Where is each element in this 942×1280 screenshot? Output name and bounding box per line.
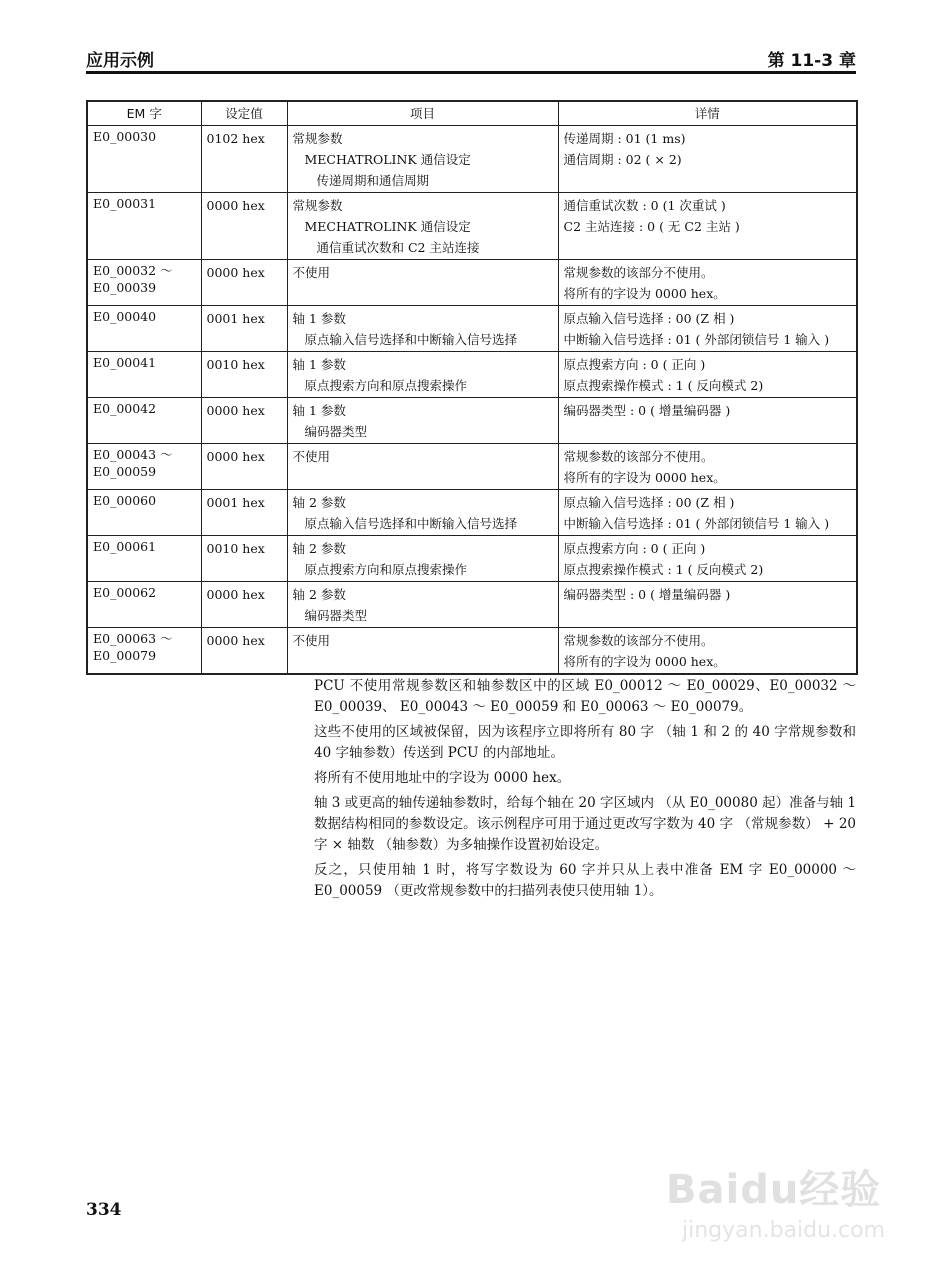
table-row [87,490,857,536]
table-row [87,444,857,490]
cell-details [558,490,857,536]
cell-details [558,126,857,193]
watermark-logo: Baidu经验 [666,1167,882,1213]
details-text: 常规参数的该部分不使用。 [563,265,714,280]
item-text: 轴 1 参数 [292,403,346,418]
page-header [86,44,856,70]
table-row [87,306,857,352]
cell-details [558,398,857,444]
item-text: 轴 1 参数 [292,357,346,372]
cell-item [287,193,558,260]
cell-em-word [87,352,201,398]
details-text: 原点搜索方向 : 0 ( 正向 ) [563,357,706,372]
item-text: 常规参数 [292,198,343,213]
cell-em-word [87,126,201,193]
table-row [87,398,857,444]
em-word-text: E0_00039 [93,280,157,295]
item-text: 原点输入信号选择和中断输入信号选择 [304,332,518,347]
note-paragraph: 将所有不使用地址中的字设为 0000 hex。 [314,770,571,786]
em-word-text: E0_00079 [93,648,157,663]
details-text: 通信重试次数 : 0 (1 次重试 ) [563,198,726,213]
section-title: 应用示例 [86,51,154,71]
cell-setting-value [201,306,287,352]
details-text: 将所有的字设为 0000 hex。 [563,286,726,301]
item-text: MECHATROLINK 通信设定 [304,219,471,234]
cell-setting-value [201,582,287,628]
cell-item [287,398,558,444]
notes-section [314,676,856,906]
table-row [87,536,857,582]
table-row [87,193,857,260]
cell-em-word [87,260,201,306]
item-text: 原点搜索方向和原点搜索操作 [304,562,468,577]
cell-setting-value [201,126,287,193]
col-header-em-word: EM 字 [87,101,201,126]
table-row [87,260,857,306]
cell-details [558,444,857,490]
details-text: 原点搜索操作模式 : 1 ( 反向模式 2) [563,562,764,577]
cell-em-word [87,628,201,675]
cell-details [558,193,857,260]
cell-item [287,306,558,352]
chapter-label: 第 11-3 章 [767,51,856,71]
table-row [87,582,857,628]
item-text: MECHATROLINK 通信设定 [304,152,471,167]
setting-value-text: 0000 hex [206,587,265,602]
cell-em-word [87,490,201,536]
table-row [87,126,857,193]
details-text: 原点输入信号选择 : 00 (Z 相 ) [563,495,735,510]
cell-em-word [87,582,201,628]
em-word-text: E0_00043 ～ [93,447,173,462]
cell-setting-value [201,398,287,444]
page-number: 334 [86,1200,122,1220]
details-text: C2 主站连接 : 0 ( 无 C2 主站 ) [563,219,740,234]
details-text: 原点搜索操作模式 : 1 ( 反向模式 2) [563,378,764,393]
note-paragraph: 轴 3 或更高的轴传递轴参数时，给每个轴在 20 字区域内 （从 E0_00080 起）准备与轴 1 数据结构相同的参数设定。该示例程序可用于通过更改写字数为 40 字 （常规参数） + 20 字 × 轴数 （轴参数）为多轴操作设置初始设定。 [314,795,856,853]
item-text: 不使用 [292,633,331,648]
col-header-details: 详情 [558,101,857,126]
item-text: 通信重试次数和 C2 主站连接 [316,240,480,255]
item-text: 不使用 [292,449,331,464]
cell-em-word [87,536,201,582]
cell-setting-value [201,628,287,675]
col-header-item: 项目 [287,101,558,126]
cell-item [287,126,558,193]
note-paragraph: PCU 不使用常规参数区和轴参数区中的区域 E0_00012 ～ E0_00029、E0_00032 ～ E0_00039、 E0_00043 ～ E0_00059 和 E0_00063 ～ E0_00079。 [314,678,856,715]
cell-details [558,582,857,628]
details-text: 将所有的字设为 0000 hex。 [563,654,726,669]
em-word-text: E0_00042 [93,401,157,416]
em-word-text: E0_00041 [93,355,157,370]
em-word-text: E0_00032 ～ [93,263,173,278]
details-text: 原点搜索方向 : 0 ( 正向 ) [563,541,706,556]
cell-em-word [87,193,201,260]
cell-setting-value [201,352,287,398]
cell-em-word [87,444,201,490]
cell-item [287,582,558,628]
cell-setting-value [201,260,287,306]
item-text: 常规参数 [292,131,343,146]
item-text: 轴 2 参数 [292,587,346,602]
col-header-setting: 设定值 [201,101,287,126]
note-paragraph: 这些不使用的区域被保留，因为该程序立即将所有 80 字 （轴 1 和 2 的 40 字常规参数和 40 字轴参数）传送到 PCU 的内部地址。 [314,724,856,761]
cell-details [558,306,857,352]
em-word-text: E0_00059 [93,464,157,479]
details-text: 编码器类型 : 0 ( 增量编码器 ) [563,587,731,602]
setting-value-text: 0001 hex [206,311,265,326]
setting-value-text: 0000 hex [206,449,265,464]
setting-value-text: 0000 hex [206,265,265,280]
setting-value-text: 0010 hex [206,541,265,556]
details-text: 原点输入信号选择 : 00 (Z 相 ) [563,311,735,326]
table-header-row [87,101,857,126]
item-text: 编码器类型 [304,608,368,623]
item-text: 轴 1 参数 [292,311,346,326]
cell-setting-value [201,490,287,536]
cell-details [558,352,857,398]
item-text: 编码器类型 [304,424,368,439]
em-word-text: E0_00060 [93,493,157,508]
item-text: 轴 2 参数 [292,541,346,556]
cell-item [287,260,558,306]
cell-item [287,444,558,490]
item-text: 传递周期和通信周期 [316,173,430,188]
setting-value-text: 0102 hex [206,131,265,146]
cell-item [287,536,558,582]
watermark-url: jingyan.baidu.com [682,1218,886,1243]
table-row [87,352,857,398]
details-text: 传递周期 : 01 (1 ms) [563,131,686,146]
cell-setting-value [201,536,287,582]
item-text: 原点输入信号选择和中断输入信号选择 [304,516,518,531]
cell-details [558,536,857,582]
em-word-text: E0_00030 [93,129,157,144]
item-text: 轴 2 参数 [292,495,346,510]
details-text: 常规参数的该部分不使用。 [563,633,714,648]
setting-value-text: 0000 hex [206,633,265,648]
cell-details [558,628,857,675]
item-text: 原点搜索方向和原点搜索操作 [304,378,468,393]
cell-em-word [87,306,201,352]
cell-em-word [87,398,201,444]
details-text: 通信周期 : 02 ( × 2) [563,152,682,167]
setting-value-text: 0000 hex [206,403,265,418]
header-rule [86,71,856,74]
watermark [666,1140,896,1270]
cell-details [558,260,857,306]
cell-setting-value [201,193,287,260]
setting-value-text: 0000 hex [206,198,265,213]
details-text: 常规参数的该部分不使用。 [563,449,714,464]
setting-value-text: 0001 hex [206,495,265,510]
details-text: 中断输入信号选择 : 01 ( 外部闭锁信号 1 输入 ) [563,516,830,531]
cell-item [287,490,558,536]
em-word-text: E0_00040 [93,309,157,324]
cell-item [287,628,558,675]
em-settings-table [86,100,858,675]
setting-value-text: 0010 hex [206,357,265,372]
em-word-text: E0_00061 [93,539,157,554]
cell-setting-value [201,444,287,490]
em-word-text: E0_00062 [93,585,157,600]
em-word-text: E0_00031 [93,196,157,211]
item-text: 不使用 [292,265,331,280]
cell-item [287,352,558,398]
note-paragraph: 反之，只使用轴 1 时，将写字数设为 60 字并只从上表中准备 EM 字 E0_00000 ～ E0_00059 （更改常规参数中的扫描列表使只使用轴 1）。 [314,862,856,899]
details-text: 中断输入信号选择 : 01 ( 外部闭锁信号 1 输入 ) [563,332,830,347]
em-word-text: E0_00063 ～ [93,631,173,646]
details-text: 将所有的字设为 0000 hex。 [563,470,726,485]
table-row [87,628,857,675]
details-text: 编码器类型 : 0 ( 增量编码器 ) [563,403,731,418]
